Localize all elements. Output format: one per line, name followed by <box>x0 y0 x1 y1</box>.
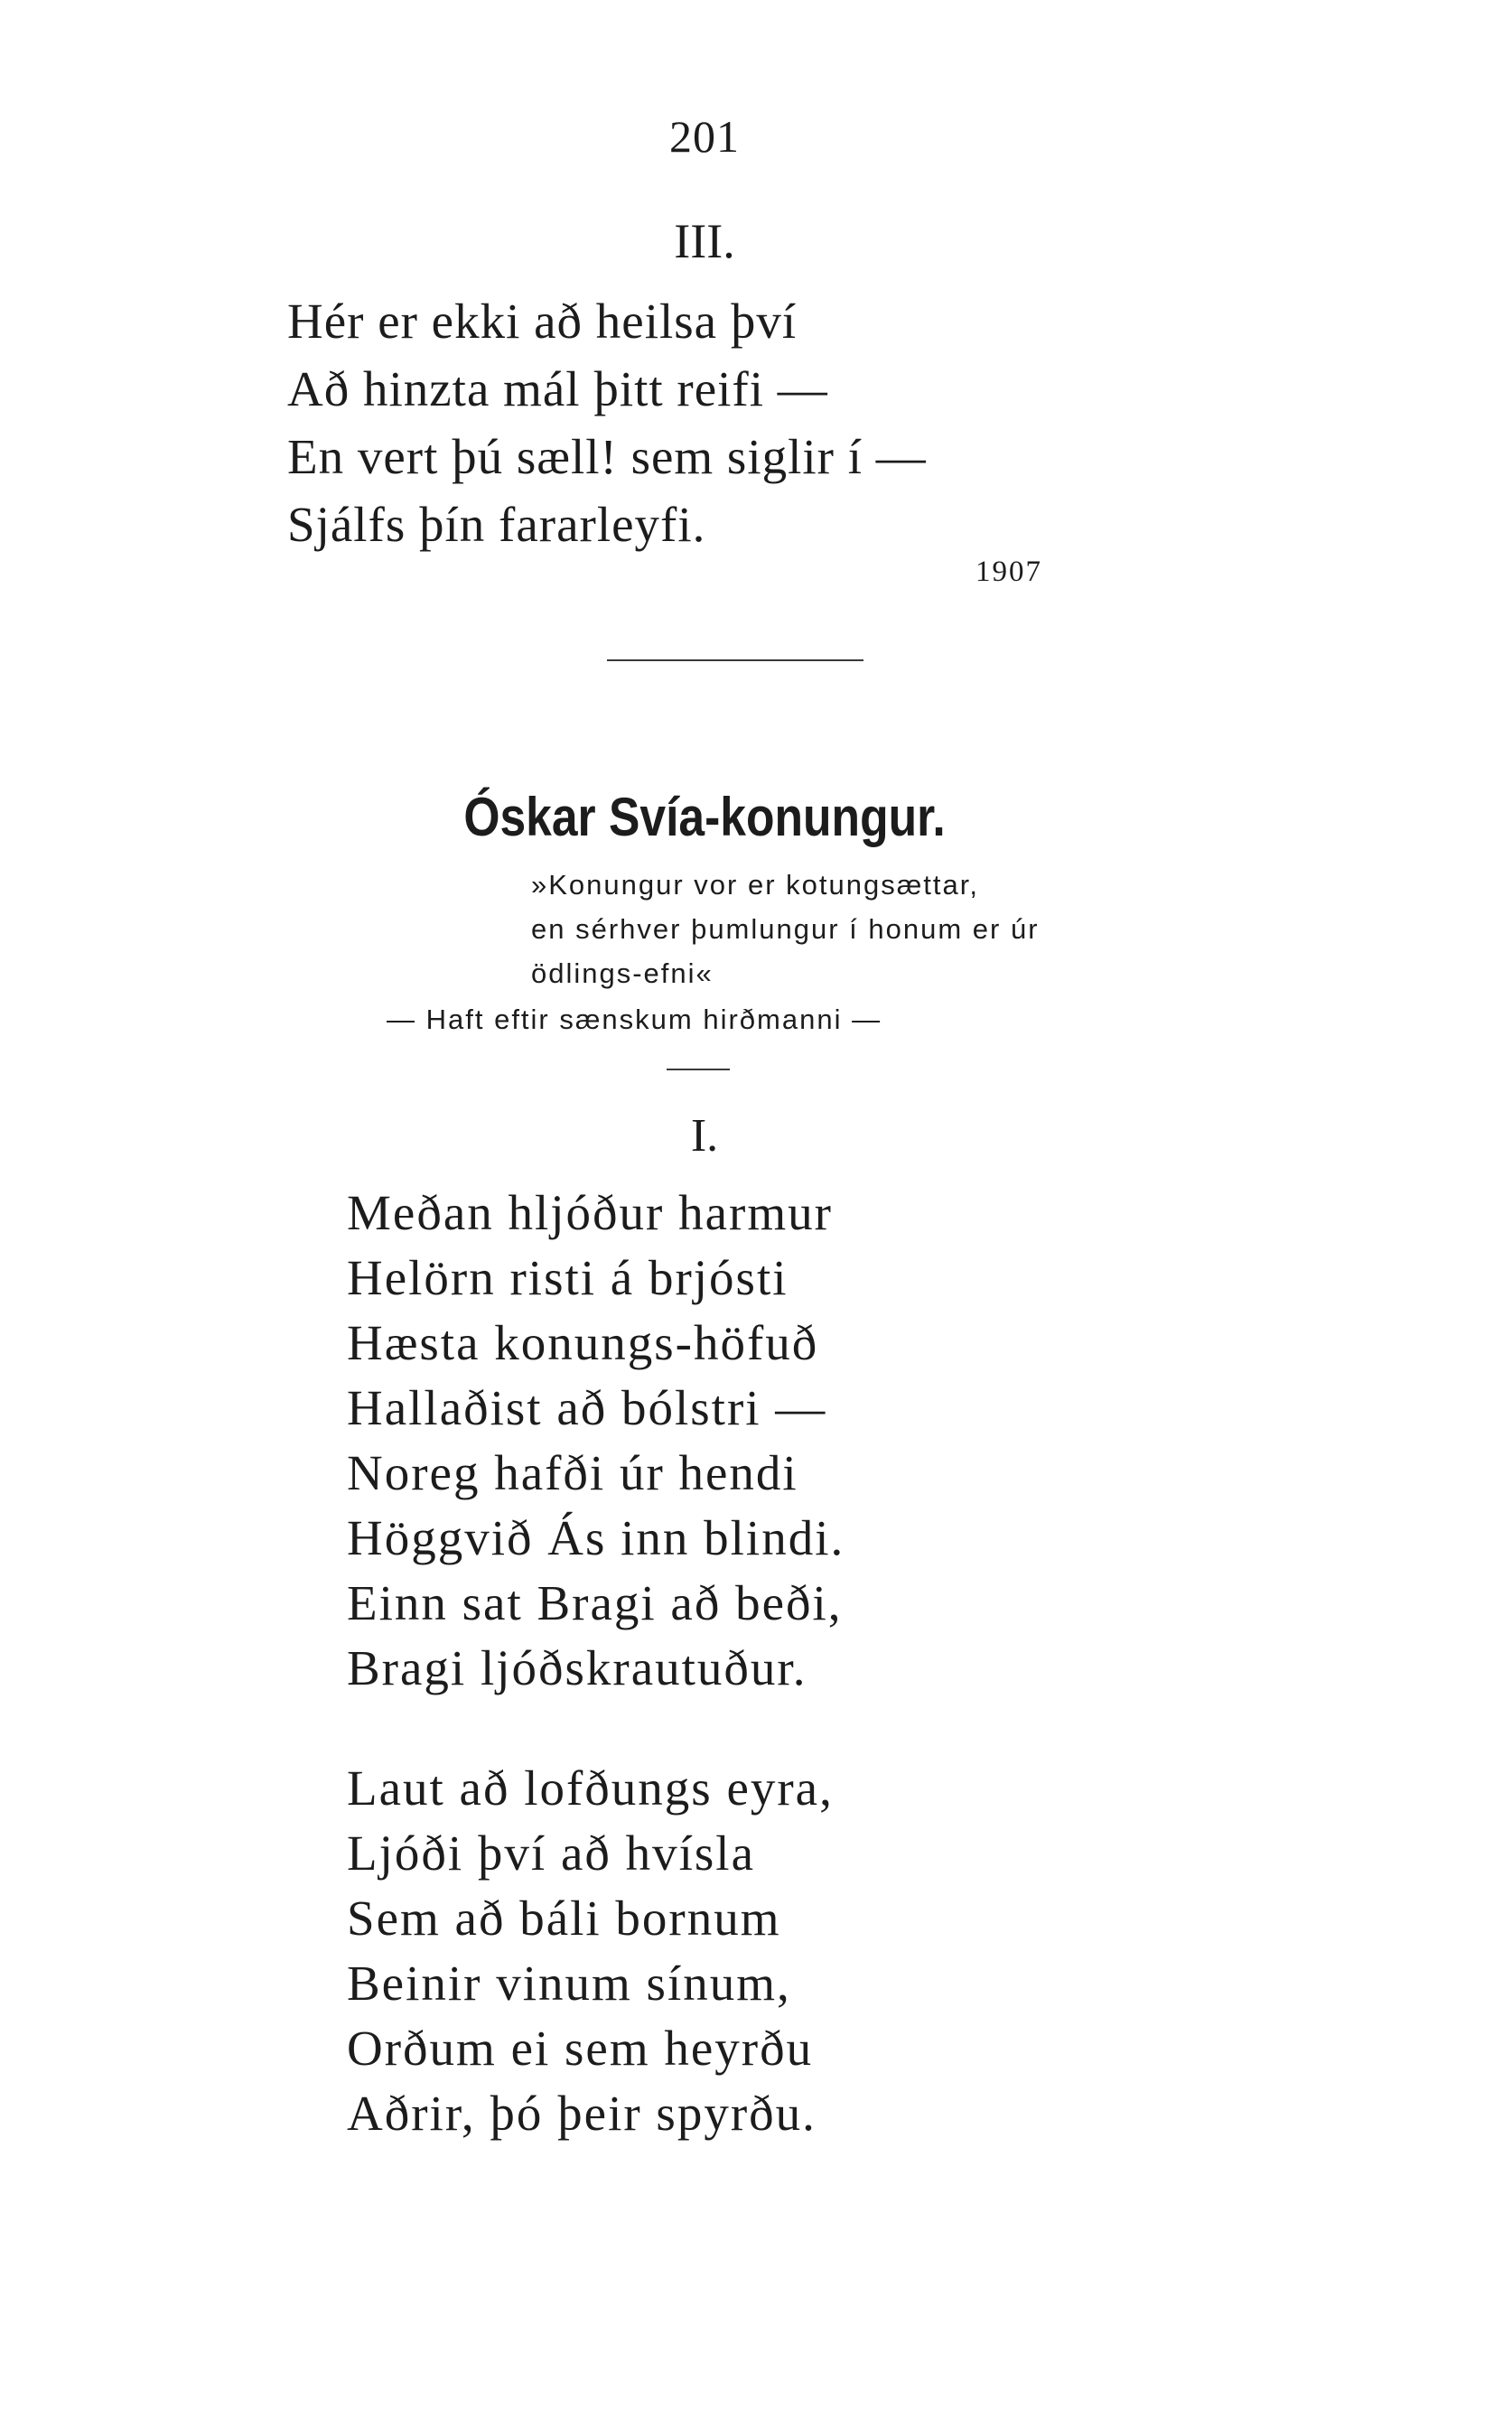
verse-line: Höggvið Ás inn blindi. <box>347 1510 845 1565</box>
section-numeral-iii: III. <box>674 214 735 268</box>
verse-line: Noreg hafði úr hendi <box>347 1445 798 1500</box>
epigraph-line: »Konungur vor er kotungsættar, <box>531 869 979 901</box>
verse-line: Helörn risti á brjósti <box>347 1250 789 1305</box>
epigraph <box>531 863 1040 995</box>
verse-line: Hallaðist að bólstri — <box>347 1380 827 1435</box>
poem-stanza-2 <box>347 1756 834 2146</box>
verse-line: En vert þú sæll! sem siglir í — <box>287 429 927 484</box>
verse-line: Hæsta konungs-höfuð <box>347 1315 819 1370</box>
verse-line: Beinir vinum sínum, <box>347 1956 791 2011</box>
epigraph-line: ödlings-efni« <box>531 957 714 989</box>
verse-line: Hér er ekki að heilsa því <box>287 294 798 349</box>
verse-line: Laut að lofðungs eyra, <box>347 1760 834 1816</box>
short-divider <box>667 1069 730 1070</box>
verse-line: Sjálfs þín fararleyfi. <box>287 497 706 552</box>
verse-line: Bragi ljóðskrautuður. <box>347 1640 807 1695</box>
verse-line: Aðrir, þó þeir spyrðu. <box>347 2086 817 2141</box>
section-divider <box>607 659 863 661</box>
page-number: 201 <box>669 111 740 162</box>
epigraph-line: en sérhver þumlungur í honum er úr <box>531 913 1040 945</box>
poem-title: Óskar Svía-konungur. <box>463 787 946 847</box>
epigraph-attribution: — Haft eftir sænskum hirðmanni — <box>387 1004 882 1035</box>
verse-line: Orðum ei sem heyrðu <box>347 2021 814 2076</box>
verse-line: Ljóði því að hvísla <box>347 1825 755 1881</box>
section-numeral-i: I. <box>690 1110 719 1162</box>
verse-line: Sem að báli bornum <box>347 1891 781 1946</box>
verse-line: Að hinzta mál þitt reifi — <box>287 361 828 416</box>
verse-line: Meðan hljóður harmur <box>347 1185 833 1240</box>
poem-stanza-iii <box>287 287 927 558</box>
poem-year: 1907 <box>975 556 1042 588</box>
poem-stanza-1 <box>347 1181 845 1701</box>
verse-line: Einn sat Bragi að beði, <box>347 1575 843 1630</box>
